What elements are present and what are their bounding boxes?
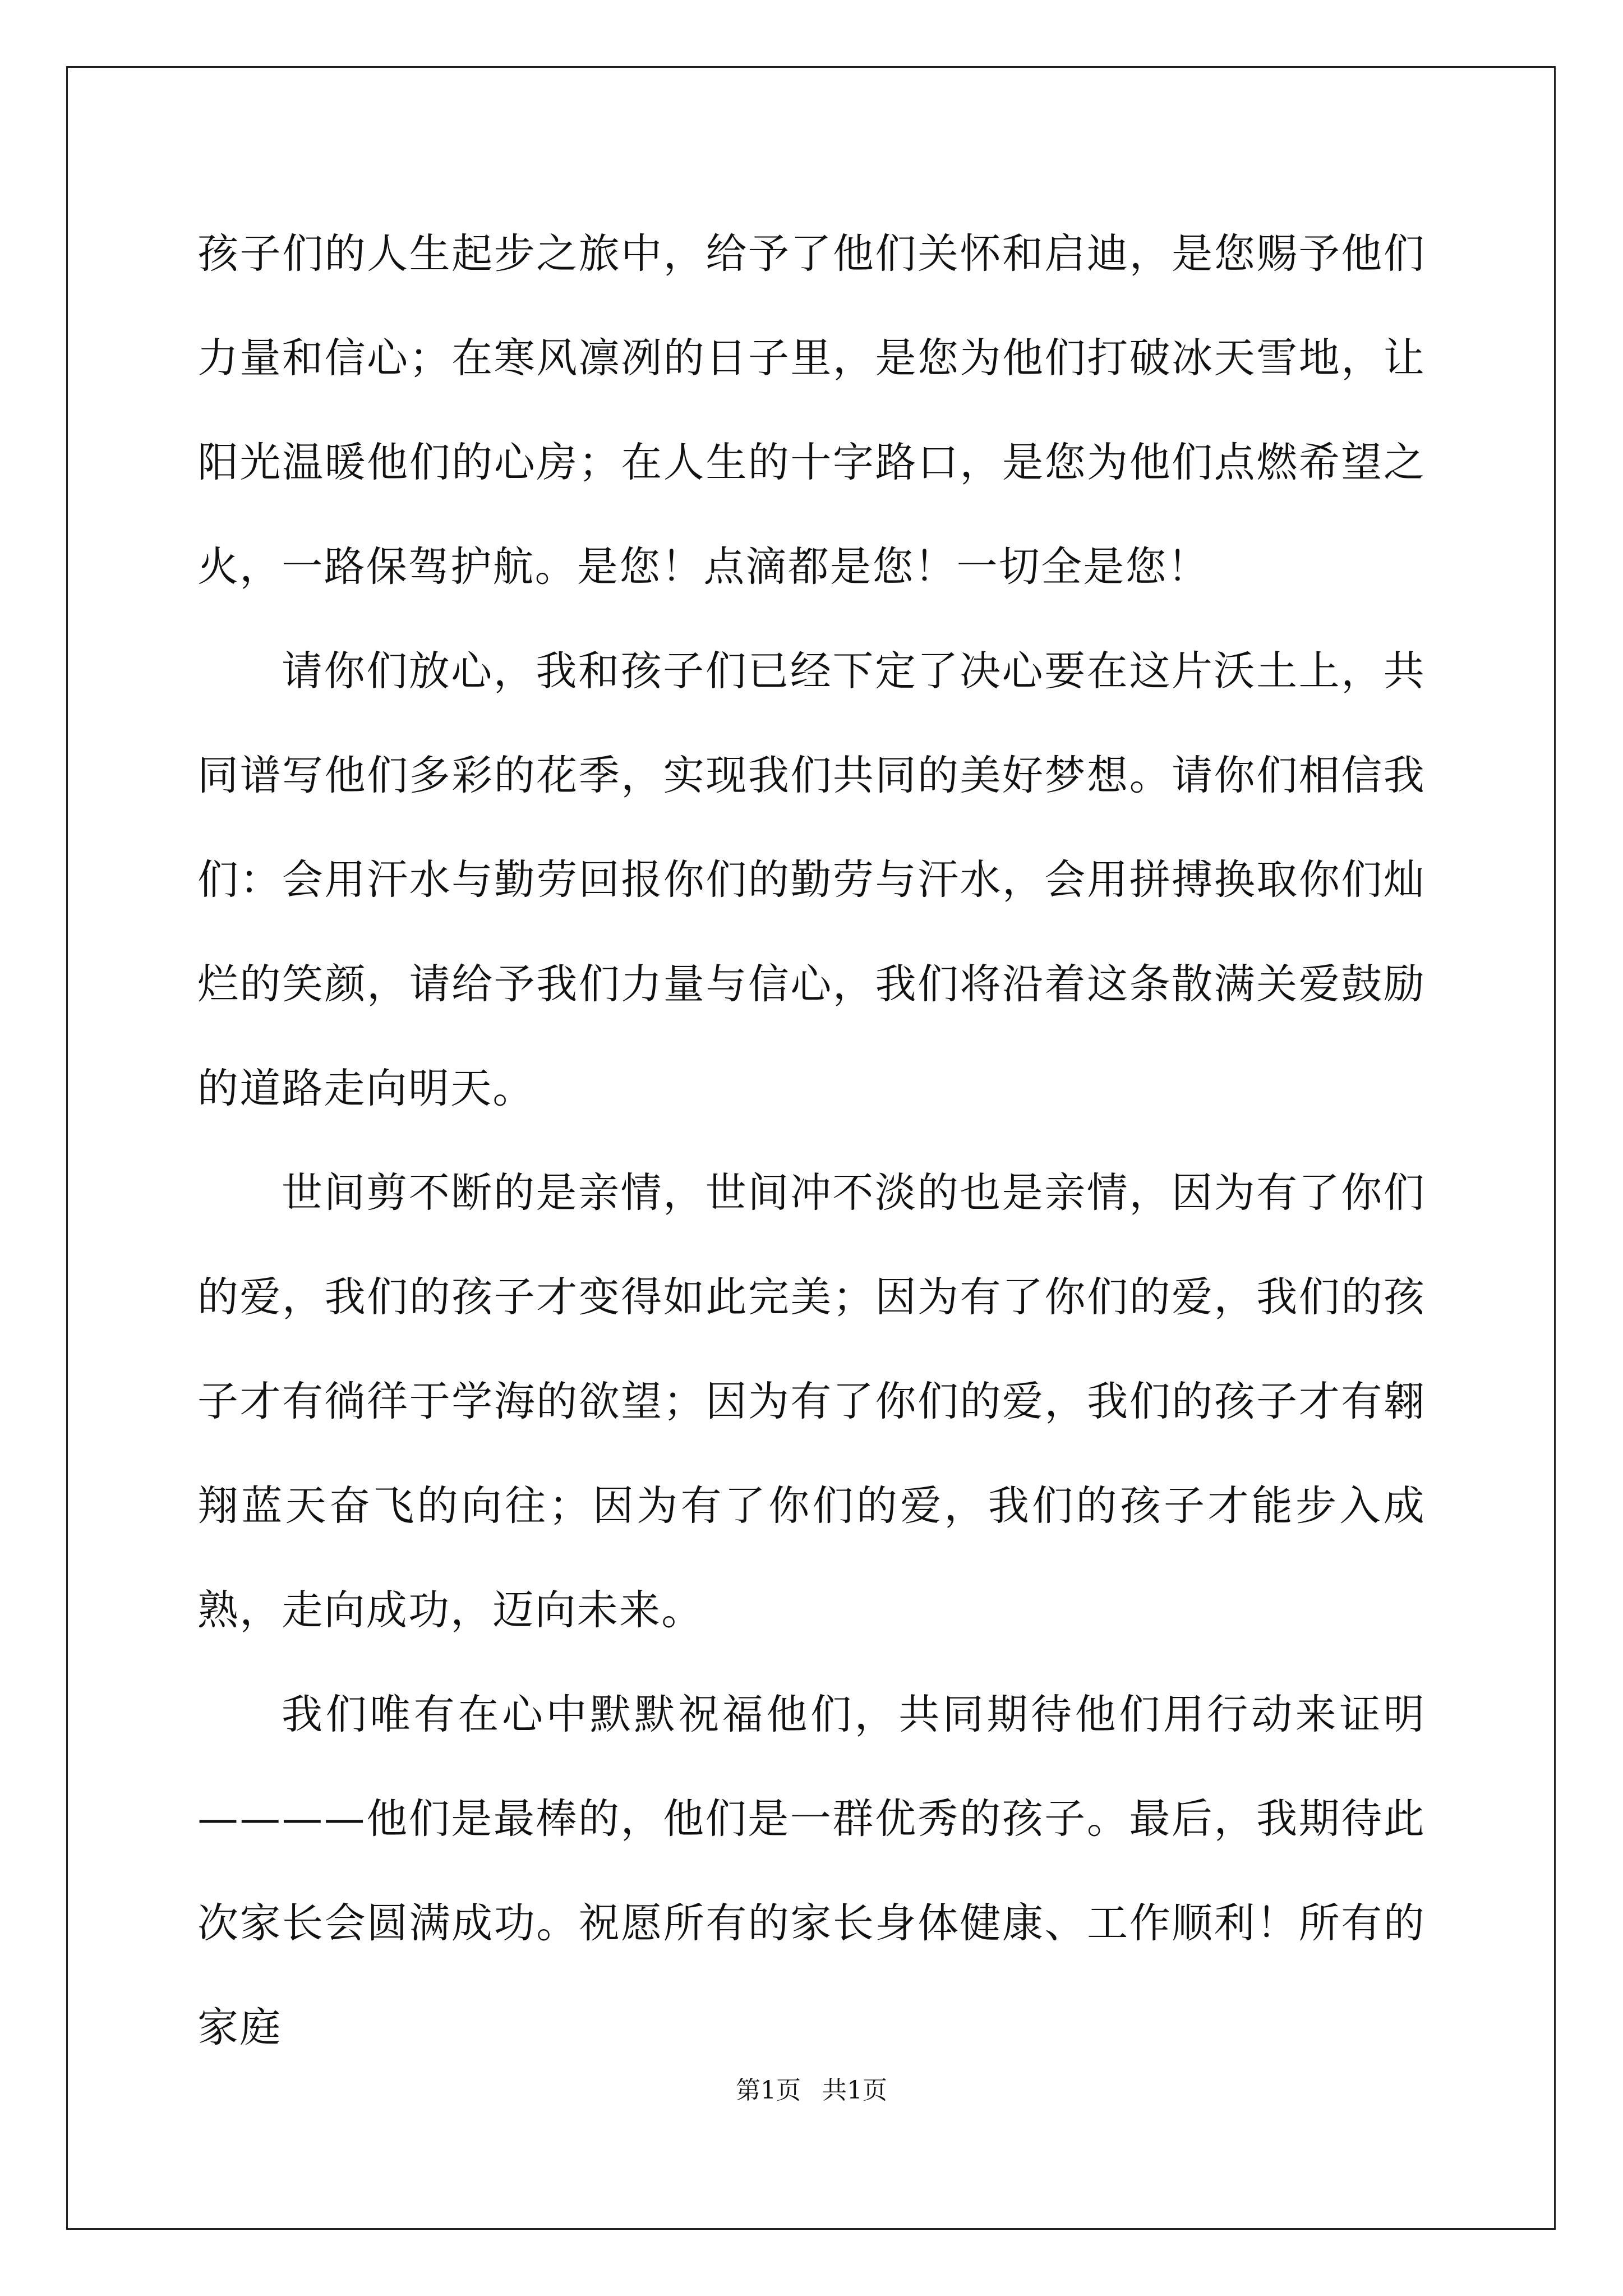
page-number-total: 共1页 [822, 2076, 887, 2105]
paragraph-4: 我们唯有在心中默默祝福他们，共同期待他们用行动来证明————他们是最棒的，他们是一群优秀的孩子。最后，我期待此次家长会圆满成功。祝愿所有的家长身体健康、工作顺利！所有的家庭 [197, 1691, 1426, 2051]
paragraph-3: 世间剪不断的是亲情，世间冲不淡的也是亲情，因为有了你们的爱，我们的孩子才变得如此完美；因为有了你们的爱，我们的孩子才有徜徉于学海的欲望；因为有了你们的爱，我们的孩子才有翱翔蓝天奋飞的向往；因为有了你们的爱，我们的孩子才能步入成熟，走向成功，迈向未来。 [197, 1169, 1426, 1634]
paragraph-2: 请你们放心，我和孩子们已经下定了决心要在这片沃土上，共同谱写他们多彩的花季，实现我们共同的美好梦想。请你们相信我们：会用汗水与勤劳回报你们的勤劳与汗水，会用拼搏换取你们灿烂的笑颜，请给予我们力量与信心，我们将沿着这条散满关爱鼓励的道路走向明天。 [197, 647, 1426, 1112]
page-footer [0, 2070, 1623, 2106]
page-number-current: 第1页 [736, 2076, 801, 2105]
document-body [197, 202, 1426, 2080]
paragraph-1: 孩子们的人生起步之旅中，给予了他们关怀和启迪，是您赐予他们力量和信心；在寒风凛冽的日子里，是您为他们打破冰天雪地，让阳光温暖他们的心房；在人生的十字路口，是您为他们点燃希望之火，一路保驾护航。是您！点滴都是您！一切全是您！ [197, 230, 1426, 591]
